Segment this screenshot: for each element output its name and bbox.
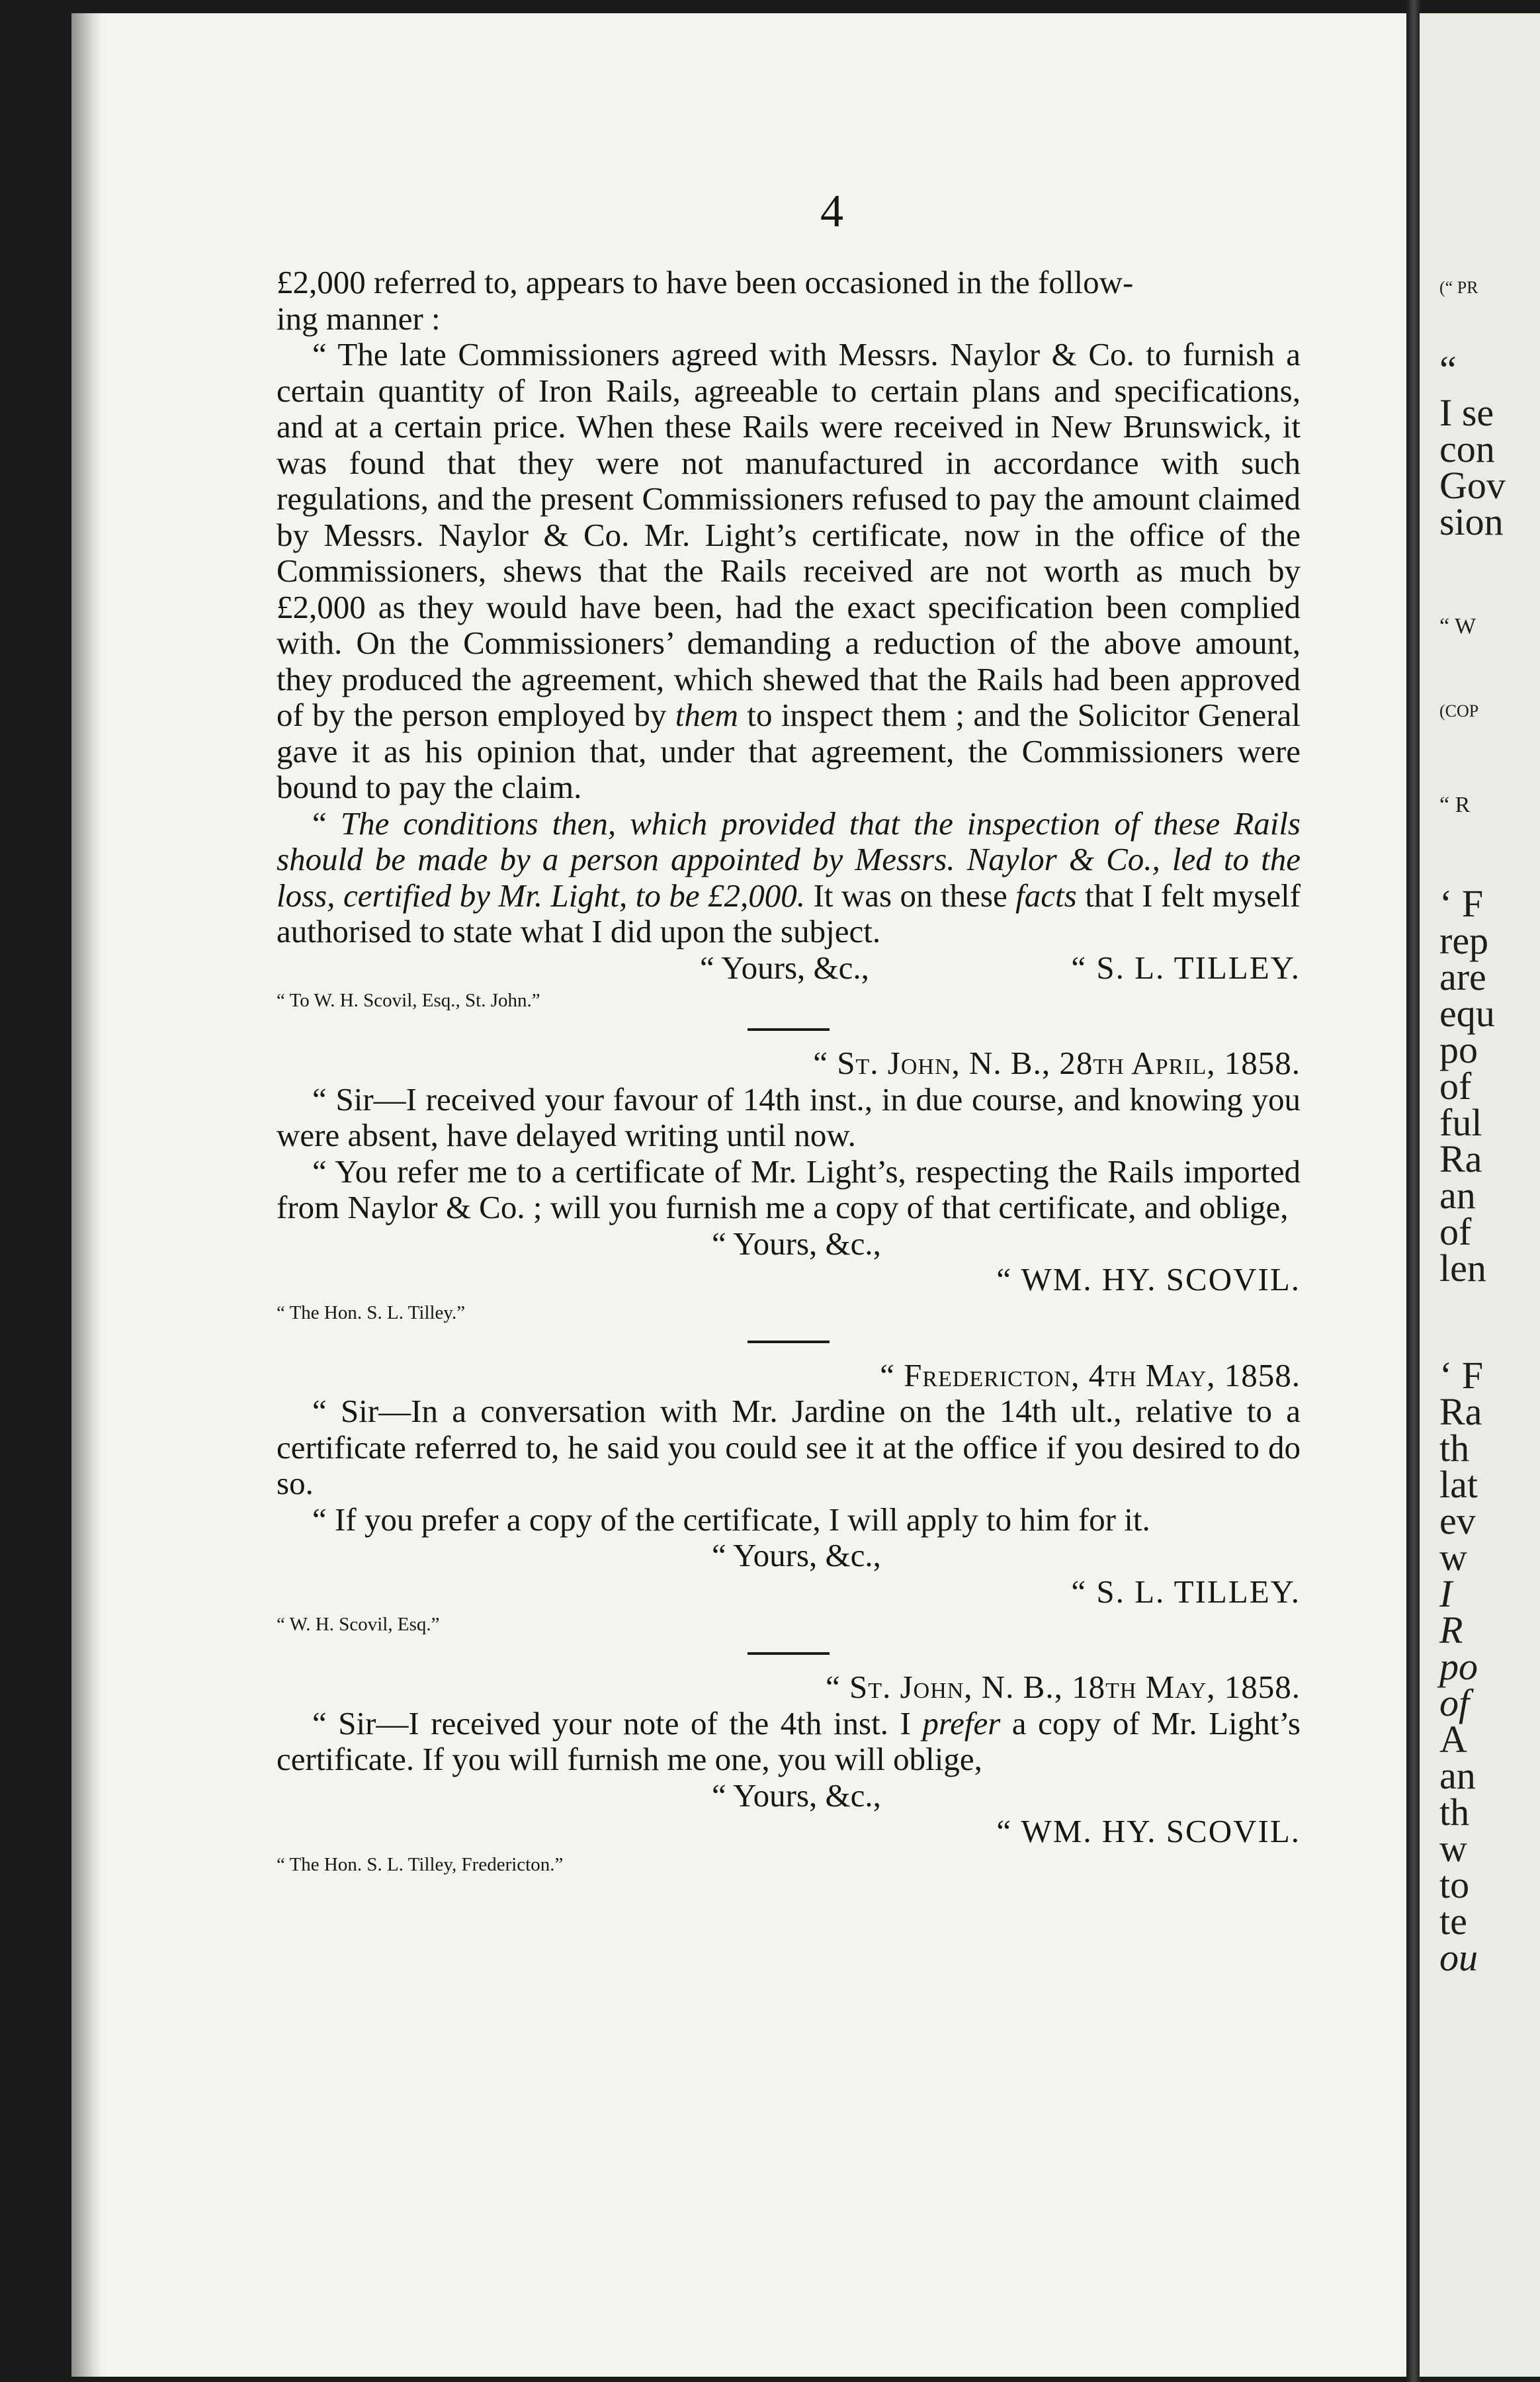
intro-line: £2,000 referred to, appears to have been occasioned in the follow-	[277, 264, 1134, 300]
facing-page-fragment: ev	[1439, 1499, 1476, 1542]
facing-page-fragment: con	[1439, 427, 1495, 470]
facing-page-edge	[1420, 13, 1540, 2377]
dateline-text: “ Fredericton, 4th May, 1858.	[880, 1356, 1301, 1393]
facing-page-fragment: Ra	[1439, 1390, 1482, 1433]
facing-page-fragment: are	[1439, 955, 1486, 998]
quote-text: to inspect them ; and the Solicitor General gave it as his opinion that, under that agreement, the Commissioners were bound to pay the claim.	[277, 697, 1301, 805]
facing-page-fragment: of	[1439, 1065, 1472, 1108]
quote-text: “	[312, 805, 327, 842]
dateline-text: “ St. John, N. B., 28th April, 1858.	[813, 1045, 1301, 1081]
section-divider	[748, 1028, 830, 1031]
quote-paragraph	[277, 337, 1301, 806]
facing-page-fragment: sion	[1439, 500, 1504, 543]
letter-paragraph	[277, 1706, 1301, 1778]
facing-page-fragment: an	[1439, 1174, 1476, 1217]
signature-line	[277, 950, 1301, 987]
page-body	[277, 265, 1301, 1879]
letter-paragraph: “ If you prefer a copy of the certificate, I will apply to him for it.	[312, 1501, 1150, 1538]
facing-page-fragment: ou	[1439, 1936, 1478, 1979]
signature: “ S. L. TILLEY.	[1071, 949, 1301, 986]
facing-page-fragment: ful	[1439, 1101, 1482, 1144]
letter-text: “ Sir—I received your note of the 4th inst. I	[312, 1704, 911, 1742]
facing-page-fragment: (COP	[1439, 701, 1479, 721]
facing-page-fragment: “ R	[1439, 793, 1471, 817]
letter-paragraph: “ Sir—I received your favour of 14th inst., in due course, and knowing you were absent, have delayed writing until now.	[277, 1081, 1301, 1153]
facing-page-fragment: of	[1439, 1681, 1470, 1724]
addressee: “ W. H. Scovil, Esq.”	[277, 1614, 440, 1635]
facing-page-fragment: an	[1439, 1754, 1476, 1797]
facing-page-fragment: po	[1439, 1645, 1478, 1688]
quote-text: that I felt myself authorised to state what I did upon the subject.	[277, 877, 1301, 949]
signature: “ S. L. TILLEY.	[1071, 1573, 1301, 1610]
dateline	[277, 1045, 1301, 1082]
facing-page-fragment: th	[1439, 1427, 1470, 1470]
addressee: “ The Hon. S. L. Tilley.”	[277, 1301, 466, 1323]
facing-page-fragment: to	[1439, 1863, 1470, 1906]
quote-text: “ The late Commissioners agreed with Messrs. Naylor & Co. to furnish a certain quantity of Iron Rails, agreeable to certain plans and specifications, and at a certain price. When these Rails were received in New Brunswick, it was found that they were not manufactured in accordance with such regulations, and the present Commissioners refused to pay the amount claimed by Messrs. Naylor & Co. Mr. Light’s certificate, now in the office of the Commissioners, shews that the Rails received are not worth as much by £2,000 as they would have been, had the exact specification been complied with. On the Commissioners’ demanding a reduction of the above amount, they produced the agreement, which shewed that the Rails had been approved of by the person employed by	[277, 336, 1301, 733]
facing-page-fragment: po	[1439, 1028, 1478, 1071]
facing-page-fragment: w	[1439, 1536, 1467, 1579]
signature: “ WM. HY. SCOVIL.	[996, 1813, 1301, 1849]
letter-paragraph: “ Sir—In a conversation with Mr. Jardine on the 14th ult., relative to a certificate referred to, he said you could see it at the office if you desired to do so.	[277, 1393, 1301, 1501]
intro-line: ing manner :	[277, 300, 441, 337]
valediction: “ Yours, &c.,	[712, 1225, 881, 1262]
addressee: “ The Hon. S. L. Tilley, Fredericton.”	[277, 1853, 564, 1875]
facing-page-fragment: (“ PR	[1439, 278, 1478, 297]
quote-paragraph	[277, 806, 1301, 950]
dateline	[277, 1358, 1301, 1394]
valediction: “ Yours, &c.,	[712, 1777, 881, 1814]
letter-paragraph: “ You refer me to a certificate of Mr. Light’s, respecting the Rails imported from Naylor & Co. ; will you furnish me a copy of that certificate, and oblige,	[277, 1153, 1301, 1225]
quote-text: It was on these	[813, 877, 1007, 914]
facing-page-fragment: te	[1439, 1900, 1467, 1943]
facing-page-fragment: I se	[1439, 391, 1494, 434]
quote-emphasis: The conditions then, which provided that the inspection of these Rails should be made by a person appointed by Messrs. Naylor & Co., led to the loss, certified by Mr. Light, to be £2,000.	[277, 805, 1301, 914]
facing-page-fragment: R	[1439, 1609, 1463, 1652]
facing-page-fragment: ‘ F	[1439, 882, 1484, 925]
signature: “ WM. HY. SCOVIL.	[996, 1261, 1301, 1298]
valediction: “ Yours, &c.,	[700, 949, 869, 986]
dateline	[277, 1669, 1301, 1706]
valediction: “ Yours, &c.,	[712, 1537, 881, 1573]
facing-page-fragment: w	[1439, 1827, 1467, 1870]
facing-page-fragment: equ	[1439, 992, 1495, 1035]
facing-page-fragment: “	[1439, 348, 1457, 391]
facing-page-fragment: rep	[1439, 919, 1489, 962]
quote-emphasis: facts	[1015, 877, 1077, 914]
facing-page-fragment: “ W	[1439, 614, 1476, 639]
section-divider	[748, 1652, 830, 1655]
section-divider	[748, 1341, 830, 1343]
addressee: “ To W. H. Scovil, Esq., St. John.”	[277, 990, 540, 1011]
book-gutter	[1406, 0, 1421, 2382]
facing-page-fragment: A	[1439, 1718, 1467, 1761]
facing-page-fragment: ‘ F	[1439, 1354, 1484, 1397]
facing-page-fragment: Gov	[1439, 464, 1506, 507]
facing-page-fragment: lat	[1439, 1463, 1478, 1506]
facing-page-fragment: th	[1439, 1790, 1470, 1833]
facing-page-fragment: len	[1439, 1247, 1486, 1290]
page-left-shadow	[71, 13, 102, 2377]
dateline-text: “ St. John, N. B., 18th May, 1858.	[826, 1669, 1301, 1705]
letter-emphasis: prefer	[922, 1704, 1001, 1742]
letter-text: a copy of Mr. Light’s certificate. If you will furnish me one, you will oblige,	[277, 1704, 1301, 1777]
facing-page-fragment: of	[1439, 1210, 1472, 1253]
quote-emphasis: them	[675, 697, 739, 733]
facing-page-fragment: Ra	[1439, 1137, 1482, 1180]
page-number: 4	[820, 186, 843, 237]
facing-page-fragment: I	[1439, 1572, 1453, 1615]
